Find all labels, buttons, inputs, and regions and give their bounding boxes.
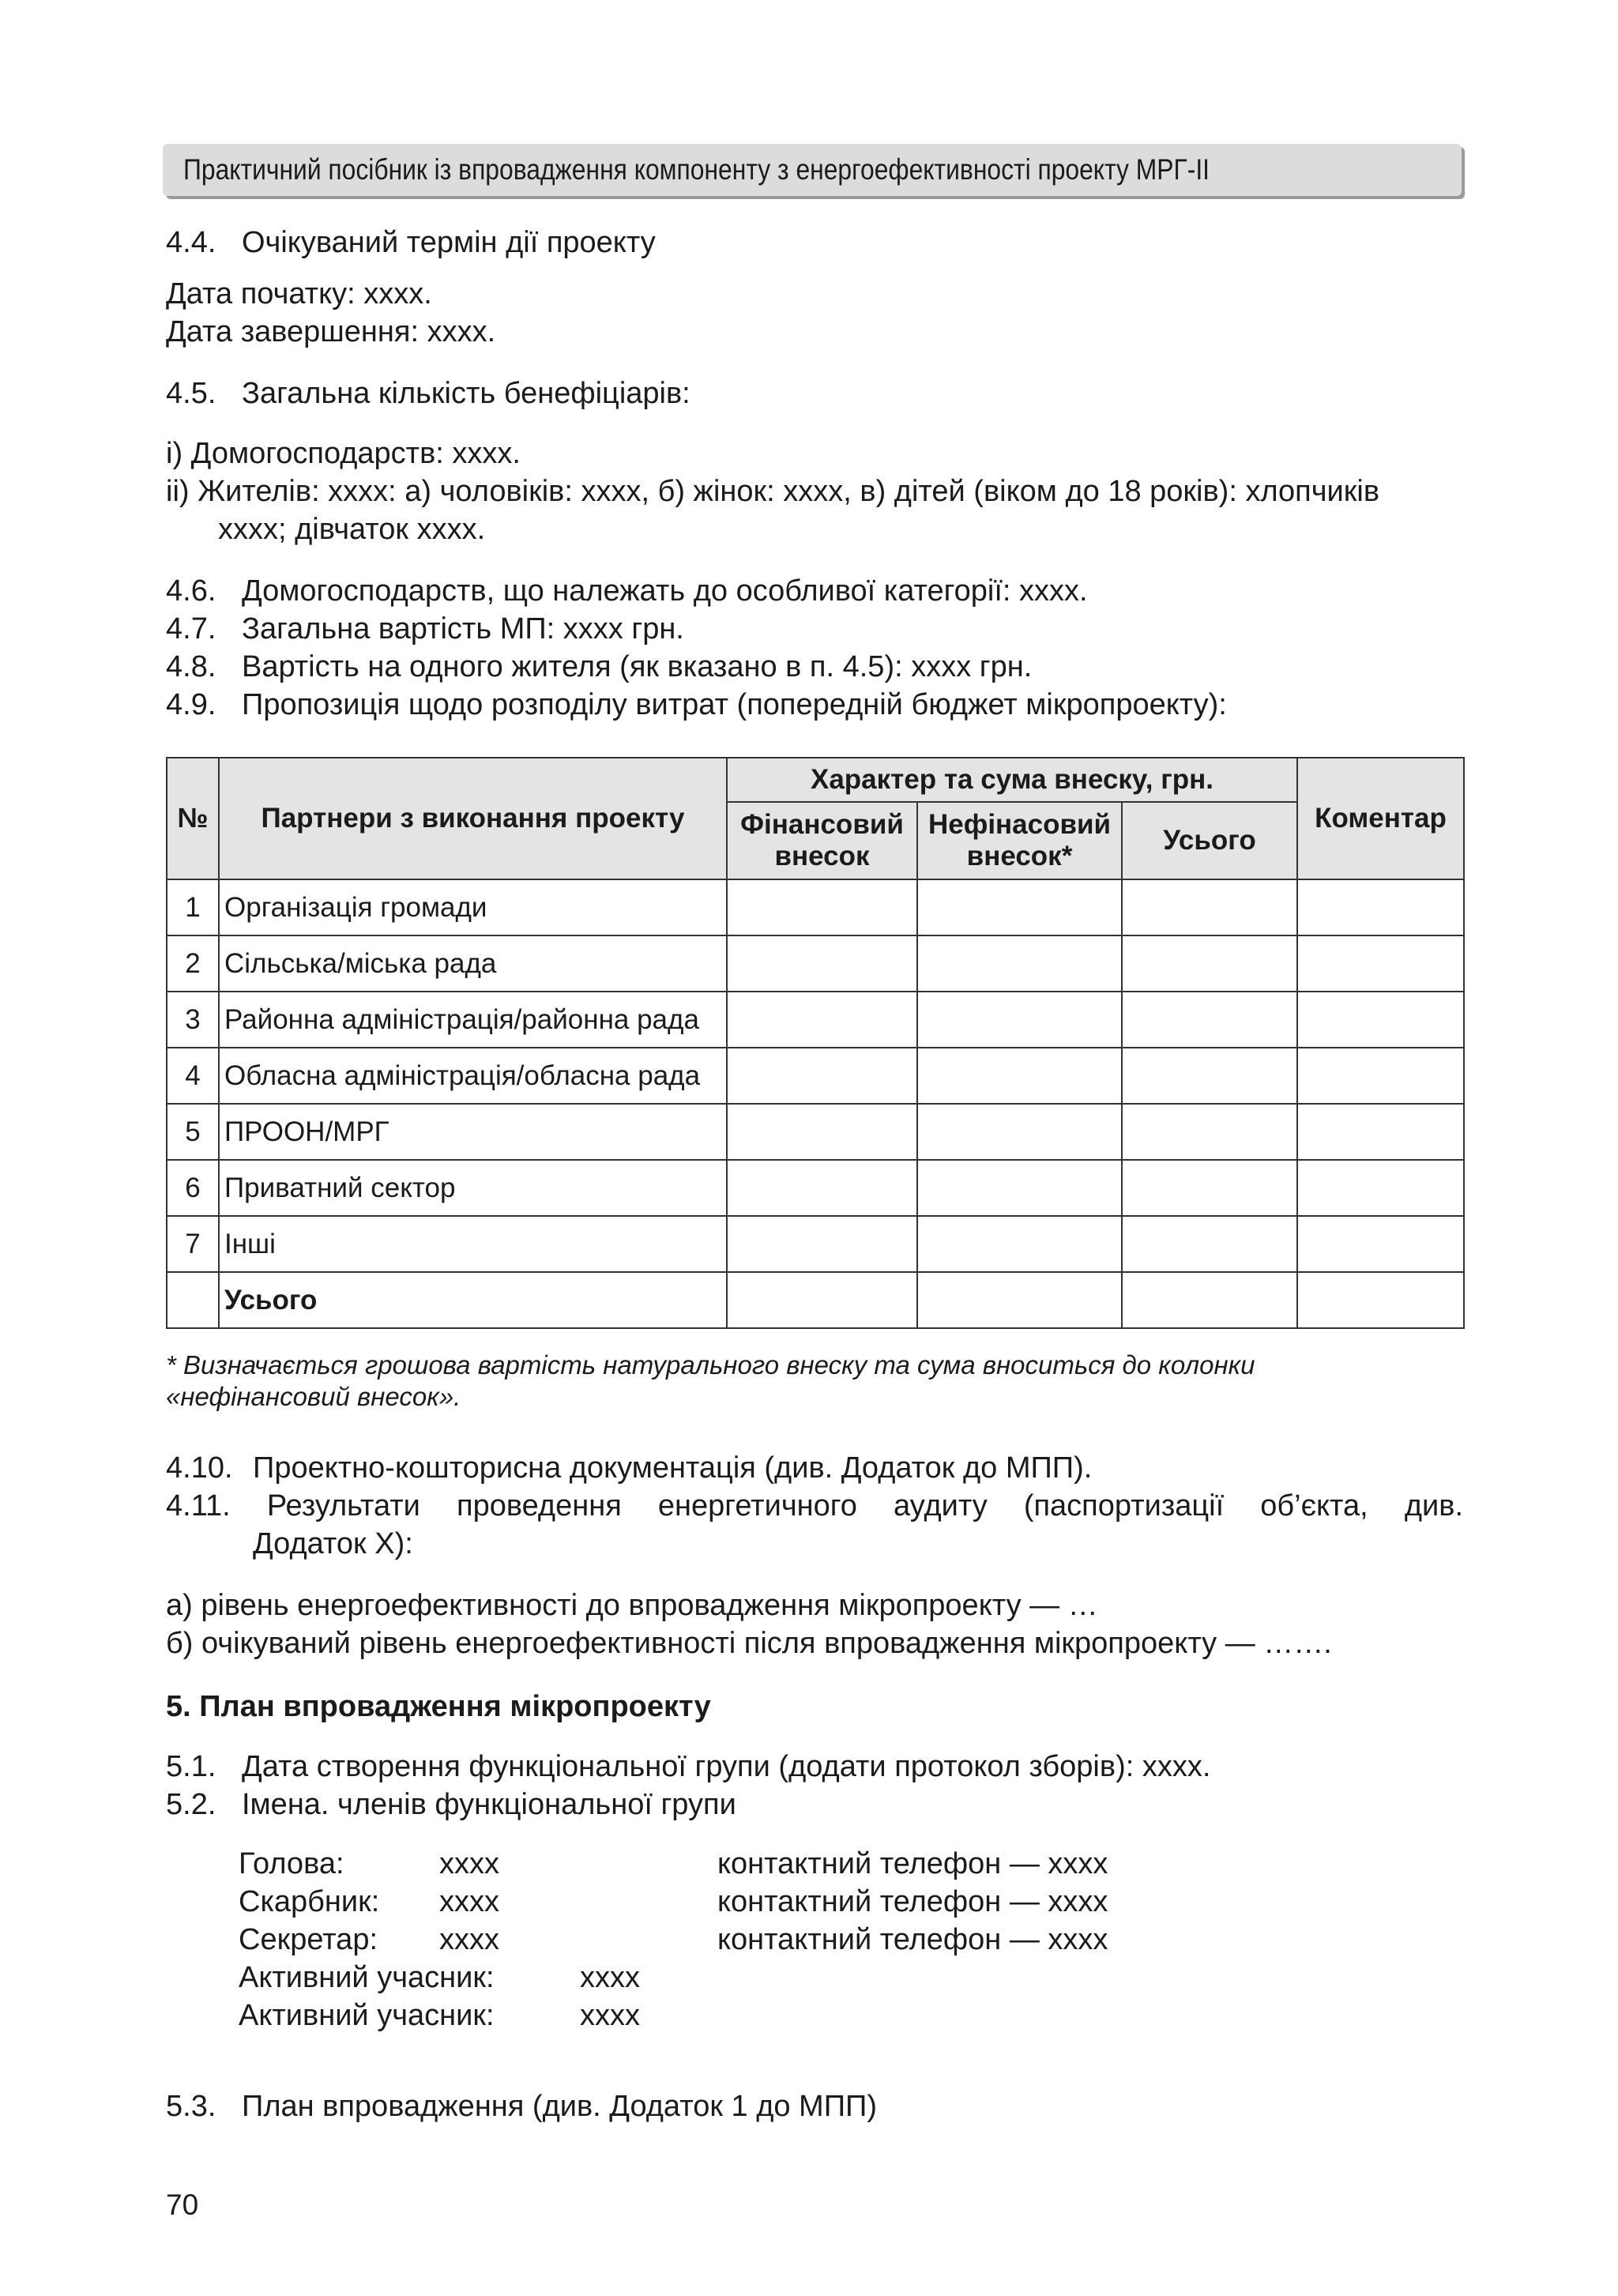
table-cell [727, 1048, 917, 1104]
table-cell [727, 1272, 917, 1328]
section-4-11-cont: Додаток Х): [253, 1527, 413, 1560]
table-cell [727, 1104, 917, 1160]
member-name: хххх [439, 1847, 499, 1880]
col-total-header: Усього [1122, 802, 1297, 879]
table-cell [727, 879, 917, 935]
table-cell [1122, 1048, 1297, 1104]
row-number: 4 [167, 1048, 219, 1104]
table-cell [727, 1160, 917, 1216]
table-cell [1297, 1104, 1464, 1160]
table-row [167, 1160, 1464, 1216]
partner-name: ПРООН/МРГ [219, 1104, 727, 1160]
row-number: 1 [167, 879, 219, 935]
section-4-5: 4.5. Загальна кількість бенефіціарів: [166, 377, 690, 410]
table-cell [1297, 1048, 1464, 1104]
section-5-3: 5.3. План впровадження (див. Додаток 1 до МПП) [166, 2090, 877, 2123]
table-cell [1297, 992, 1464, 1048]
section-4-4: 4.4. Очікуваний термін дії проекту [166, 226, 656, 259]
col-nonfinancial-header: Нефінасовий внесок* [917, 802, 1122, 879]
member-name: хххх [439, 1885, 499, 1918]
row-number: 2 [167, 935, 219, 992]
partner-name: Організація громади [219, 879, 727, 935]
active-member-name: хххх [580, 1999, 640, 2032]
member-phone: контактний телефон — хххх [717, 1923, 1108, 1956]
section-4-6: 4.6. Домогосподарств, що належать до особливої категорії: хххх. [166, 574, 1088, 608]
table-row [167, 935, 1464, 992]
member-role: Скарбник: [239, 1885, 380, 1918]
member-role: Голова: [239, 1847, 344, 1880]
table-cell [917, 992, 1122, 1048]
table-cell [917, 879, 1122, 935]
table-cell [1122, 992, 1297, 1048]
partner-name: Приватний сектор [219, 1160, 727, 1216]
households-count: i) Домогосподарств: хххх. [166, 437, 521, 470]
col-partners-header: Партнери з виконання проекту [219, 758, 727, 879]
row-number: 6 [167, 1160, 219, 1216]
page-number: 70 [166, 2189, 199, 2221]
table-cell [727, 992, 917, 1048]
table-cell [1122, 879, 1297, 935]
active-member-name: хххх [580, 1961, 640, 1994]
audit-after: б) очікуваний рівень енергоефективності після впровадження мікропроекту — ……. [166, 1627, 1332, 1660]
start-date: Дата початку: хххх. [166, 277, 432, 311]
member-phone: контактний телефон — хххх [717, 1885, 1108, 1918]
audit-before: а) рівень енергоефективності до впровадження мікропроекту — … [166, 1589, 1098, 1622]
table-cell [1297, 1160, 1464, 1216]
table-cell [1297, 1216, 1464, 1272]
col-number-header: № [167, 758, 219, 879]
table-row [167, 1104, 1464, 1160]
table-cell [917, 1216, 1122, 1272]
table-total-label: Усього [219, 1272, 727, 1328]
footnote-line-2: «нефінансовий внесок». [166, 1382, 461, 1411]
footnote-line-1: * Визначається грошова вартість натурального внеску та сума вноситься до колонки [166, 1350, 1255, 1379]
section-4-10: 4.10. Проектно-кошторисна документація (див. Додаток до МПП). [166, 1451, 1093, 1485]
table-cell [1122, 935, 1297, 992]
section-4-11: 4.11. Результати проведення енергетичного аудиту (паспортизації об’єкта, див. [166, 1489, 1463, 1523]
section-4-9: 4.9. Пропозиція щодо розподілу витрат (попередній бюджет мікропроекту): [166, 688, 1227, 721]
col-contribution-group-header: Характер та сума внеску, грн. [727, 758, 1297, 802]
active-member-role: Активний учасник: [239, 1999, 495, 2032]
section-5-1: 5.1. Дата створення функціональної групи (додати протокол зборів): хххх. [166, 1750, 1211, 1783]
col-comment-header: Коментар [1297, 758, 1464, 879]
running-header-title: Практичний посібник із впровадження компоненту з енергоефективності проекту МРГ-ІІ [183, 153, 1210, 186]
partner-name: Інші [219, 1216, 727, 1272]
table-cell [1297, 1272, 1464, 1328]
section-4-8: 4.8. Вартість на одного жителя (як вказано в п. 4.5): хххх грн. [166, 650, 1033, 683]
table-cell [1122, 1272, 1297, 1328]
partner-name: Районна адміністрація/районна рада [219, 992, 727, 1048]
partner-name: Сільська/міська рада [219, 935, 727, 992]
table-cell [727, 935, 917, 992]
row-number: 7 [167, 1216, 219, 1272]
table-cell [727, 1216, 917, 1272]
table-cell [1122, 1216, 1297, 1272]
table-cell [1122, 1160, 1297, 1216]
table-cell [917, 1104, 1122, 1160]
budget-table [166, 757, 1465, 1329]
table-cell [917, 1160, 1122, 1216]
table-cell [1122, 1104, 1297, 1160]
table-cell [1297, 935, 1464, 992]
residents-count: ii) Жителів: хххх: а) чоловіків: хххх, б) жінок: хххх, в) дітей (віком до 18 років): хлопчиків [166, 475, 1380, 508]
active-member-role: Активний учасник: [239, 1961, 495, 1994]
table-row [167, 1216, 1464, 1272]
row-number: 3 [167, 992, 219, 1048]
end-date: Дата завершення: хххх. [166, 315, 496, 348]
table-cell [1297, 879, 1464, 935]
member-phone: контактний телефон — хххх [717, 1847, 1108, 1880]
table-row [167, 879, 1464, 935]
table-total-row [167, 1272, 1464, 1328]
running-header [163, 144, 1462, 196]
table-cell [917, 1272, 1122, 1328]
member-name: хххх [439, 1923, 499, 1956]
row-number: 5 [167, 1104, 219, 1160]
section-5-2: 5.2. Імена. членів функціональної групи [166, 1788, 736, 1821]
table-row [167, 1048, 1464, 1104]
member-role: Секретар: [239, 1923, 378, 1956]
table-cell [917, 1048, 1122, 1104]
table-cell [167, 1272, 219, 1328]
table-cell [917, 935, 1122, 992]
section-4-7: 4.7. Загальна вартість МП: хххх грн. [166, 612, 684, 646]
col-financial-header: Фінансовий внесок [727, 802, 917, 879]
section-5-title: 5. План впровадження мікропроекту [166, 1690, 711, 1723]
table-row [167, 992, 1464, 1048]
partner-name: Обласна адміністрація/обласна рада [219, 1048, 727, 1104]
residents-count-cont: хххх; дівчаток хххх. [218, 513, 486, 546]
